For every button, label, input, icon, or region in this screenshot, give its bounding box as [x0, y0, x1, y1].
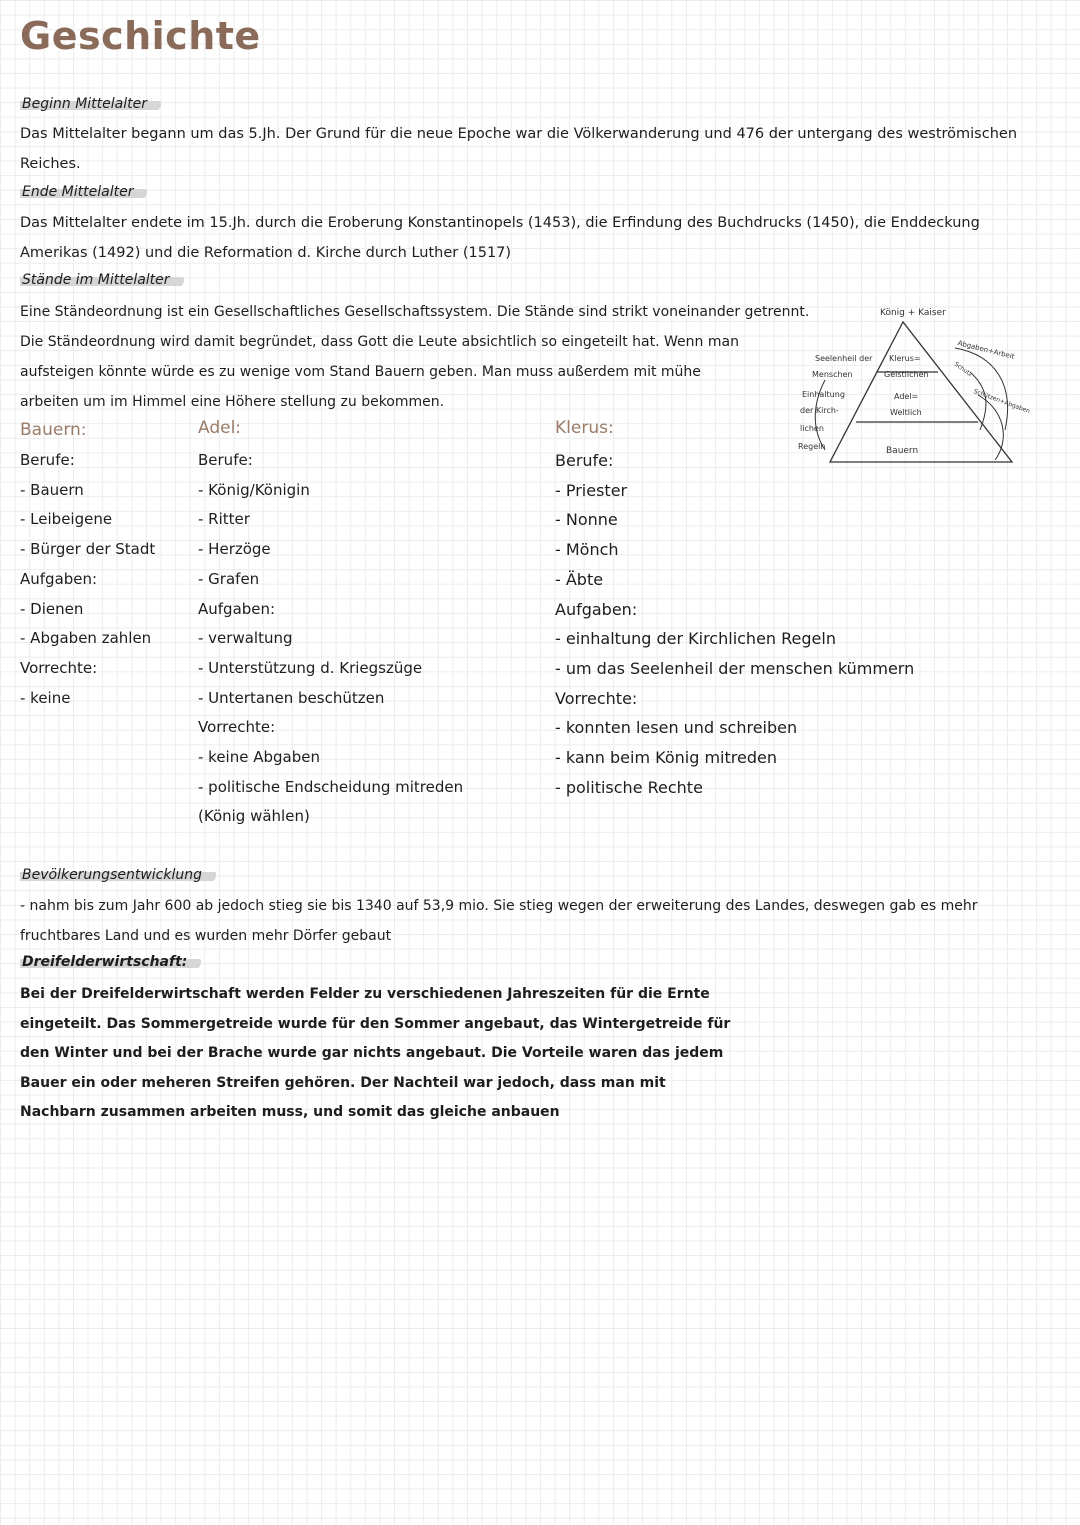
pyramid-left-5: lichen	[800, 424, 824, 433]
adel-line: Vorrechte:	[198, 718, 276, 737]
klerus-line: Berufe:	[555, 451, 614, 470]
klerus-line: Vorrechte:	[555, 688, 638, 708]
pyramid-left-2: Menschen	[812, 370, 853, 379]
staende-line-3: aufsteigen könnte würde es zu wenige vom Stand Bauern geben. Man muss außerdem mit mühe	[20, 364, 701, 380]
pyramid-right-3: Schützen+Abgaben	[972, 388, 1031, 415]
bauern-line: - Bauern	[20, 480, 84, 499]
adel-line: - Untertanen beschützen	[198, 688, 385, 707]
ende-line-1: Das Mittelalter endete im 15.Jh. durch die Eroberung Konstantinopels (1453), die Erfindung des Buchdrucks (1450), die Enddeckung	[20, 215, 980, 231]
adel-line: (König wählen)	[198, 807, 310, 826]
staende-line-1: Eine Ständeordnung ist ein Gesellschaftliches Gesellschaftssystem. Die Stände sind strikt voneinander getrennt.	[20, 304, 810, 320]
beginn-line-1: Das Mittelalter begann um das 5.Jh. Der Grund für die neue Epoche war die Völkerwanderung und 476 der untergang des weströmischen	[20, 126, 1018, 142]
bauern-heading: Bauern:	[20, 420, 87, 440]
staende-line-2: Die Ständeordnung wird damit begründet, dass Gott die Leute absichtlich so eingeteilt hat. Wenn man	[20, 334, 739, 350]
heading-ende: Ende Mittelalter	[20, 184, 147, 200]
bevoelkerung-line-2: fruchtbares Land und es wurden mehr Dörfer gebaut	[20, 928, 392, 944]
bauern-line: - Leibeigene	[20, 510, 113, 529]
bauern-line: Aufgaben:	[20, 569, 98, 588]
klerus-line: - Mönch	[555, 540, 619, 560]
pyramid-top-label: König + Kaiser	[880, 308, 946, 318]
klerus-heading: Klerus:	[555, 418, 614, 438]
dreifelder-line-4: Bauer ein oder meheren Streifen gehören. Der Nachteil war jedoch, dass man mit	[20, 1074, 666, 1091]
bauern-line: - Bürger der Stadt	[20, 540, 156, 559]
arrow-schutz	[970, 372, 986, 430]
klerus-line: - Nonne	[555, 510, 618, 530]
staende-line-4: arbeiten um im Himmel eine Höhere stellung zu bekommen.	[20, 394, 445, 410]
ende-text	[20, 208, 980, 268]
staende-text	[20, 297, 809, 417]
klerus-line: - Äbte	[555, 569, 604, 589]
klerus-line: - Priester	[555, 480, 628, 500]
adel-line: - politische Endscheidung mitreden	[198, 777, 464, 796]
pyramid-left-1: Seelenheil der	[815, 354, 873, 363]
pyramid-left-4: der Kirch-	[800, 406, 839, 415]
dreifelder-line-2: eingeteilt. Das Sommergetreide wurde für den Sommer angebaut, das Wintergetreide für	[20, 1015, 731, 1032]
pyramid-right-1: Abgaben+Arbeit	[956, 339, 1016, 361]
adel-heading: Adel:	[198, 418, 242, 438]
dreifelder-line-3: den Winter und bei der Brache wurde gar nichts angebaut. Die Vorteile waren das jedem	[20, 1045, 724, 1061]
adel-line: - verwaltung	[198, 629, 293, 648]
adel-line: - Grafen	[198, 569, 260, 588]
bauern-line: Vorrechte:	[20, 658, 98, 677]
dreifelder-line-1: Bei der Dreifelderwirtschaft werden Felder zu verschiedenen Jahreszeiten für die Ernte	[20, 986, 710, 1002]
klerus-line: - um das Seelenheil der menschen kümmern	[555, 658, 915, 678]
heading-staende: Stände im Mittelalter	[20, 272, 184, 288]
bevoelkerung-line-1: - nahm bis zum Jahr 600 ab jedoch stieg sie bis 1340 auf 53,9 mio. Sie stieg wegen der erweiterung des Landes, deswegen gab es mehr	[20, 898, 978, 914]
bauern-list	[20, 446, 155, 713]
adel-line: - Unterstützung d. Kriegszüge	[198, 658, 423, 677]
klerus-line: - kann beim König mitreden	[555, 748, 777, 768]
bevoelkerung-text	[20, 891, 978, 951]
heading-bevoelkerung: Bevölkerungsentwicklung	[20, 867, 216, 883]
klerus-list	[555, 446, 914, 802]
pyramid-left-3: Einhaltung	[802, 390, 845, 399]
heading-beginn: Beginn Mittelalter	[20, 96, 161, 112]
pyramid-tier-geistlichen: Geistlichen	[884, 370, 929, 379]
bauern-line: - Abgaben zahlen	[20, 629, 152, 648]
klerus-line: Aufgaben:	[555, 599, 638, 619]
dreifelder-line-5: Nachbarn zusammen arbeiten muss, und somit das gleiche anbauen	[20, 1104, 560, 1120]
adel-line: - Ritter	[198, 510, 250, 529]
pyramid-tier-bauern: Bauern	[886, 446, 919, 456]
beginn-text	[20, 119, 1017, 179]
pyramid-tier-weltlich: Weltlich	[890, 408, 922, 417]
bauern-line: Berufe:	[20, 451, 75, 469]
ende-line-2: Amerikas (1492) und die Reformation d. Kirche durch Luther (1517)	[20, 245, 512, 261]
heading-dreifelder: Dreifelderwirtschaft:	[20, 954, 201, 970]
adel-list	[198, 446, 463, 832]
klerus-line: - konnten lesen und schreiben	[555, 718, 798, 738]
pyramid-right-2: Schutz	[952, 360, 974, 379]
klerus-line: - einhaltung der Kirchlichen Regeln	[555, 629, 836, 649]
adel-line: Aufgaben:	[198, 599, 276, 618]
pyramid-left-6: Regeln	[798, 442, 826, 451]
adel-line: Berufe:	[198, 451, 253, 469]
adel-line: - König/Königin	[198, 480, 310, 499]
adel-line: - Herzöge	[198, 540, 271, 559]
pyramid-tier-klerus: Klerus=	[889, 354, 921, 363]
dreifelder-text	[20, 980, 730, 1128]
pyramid-tier-adel: Adel=	[894, 392, 919, 401]
klerus-line: - politische Rechte	[555, 777, 703, 797]
adel-line: - keine Abgaben	[198, 748, 320, 767]
page-title: Geschichte	[20, 14, 261, 58]
bauern-line: - keine	[20, 688, 71, 707]
beginn-line-2: Reiches.	[20, 156, 81, 172]
bauern-line: - Dienen	[20, 599, 84, 618]
